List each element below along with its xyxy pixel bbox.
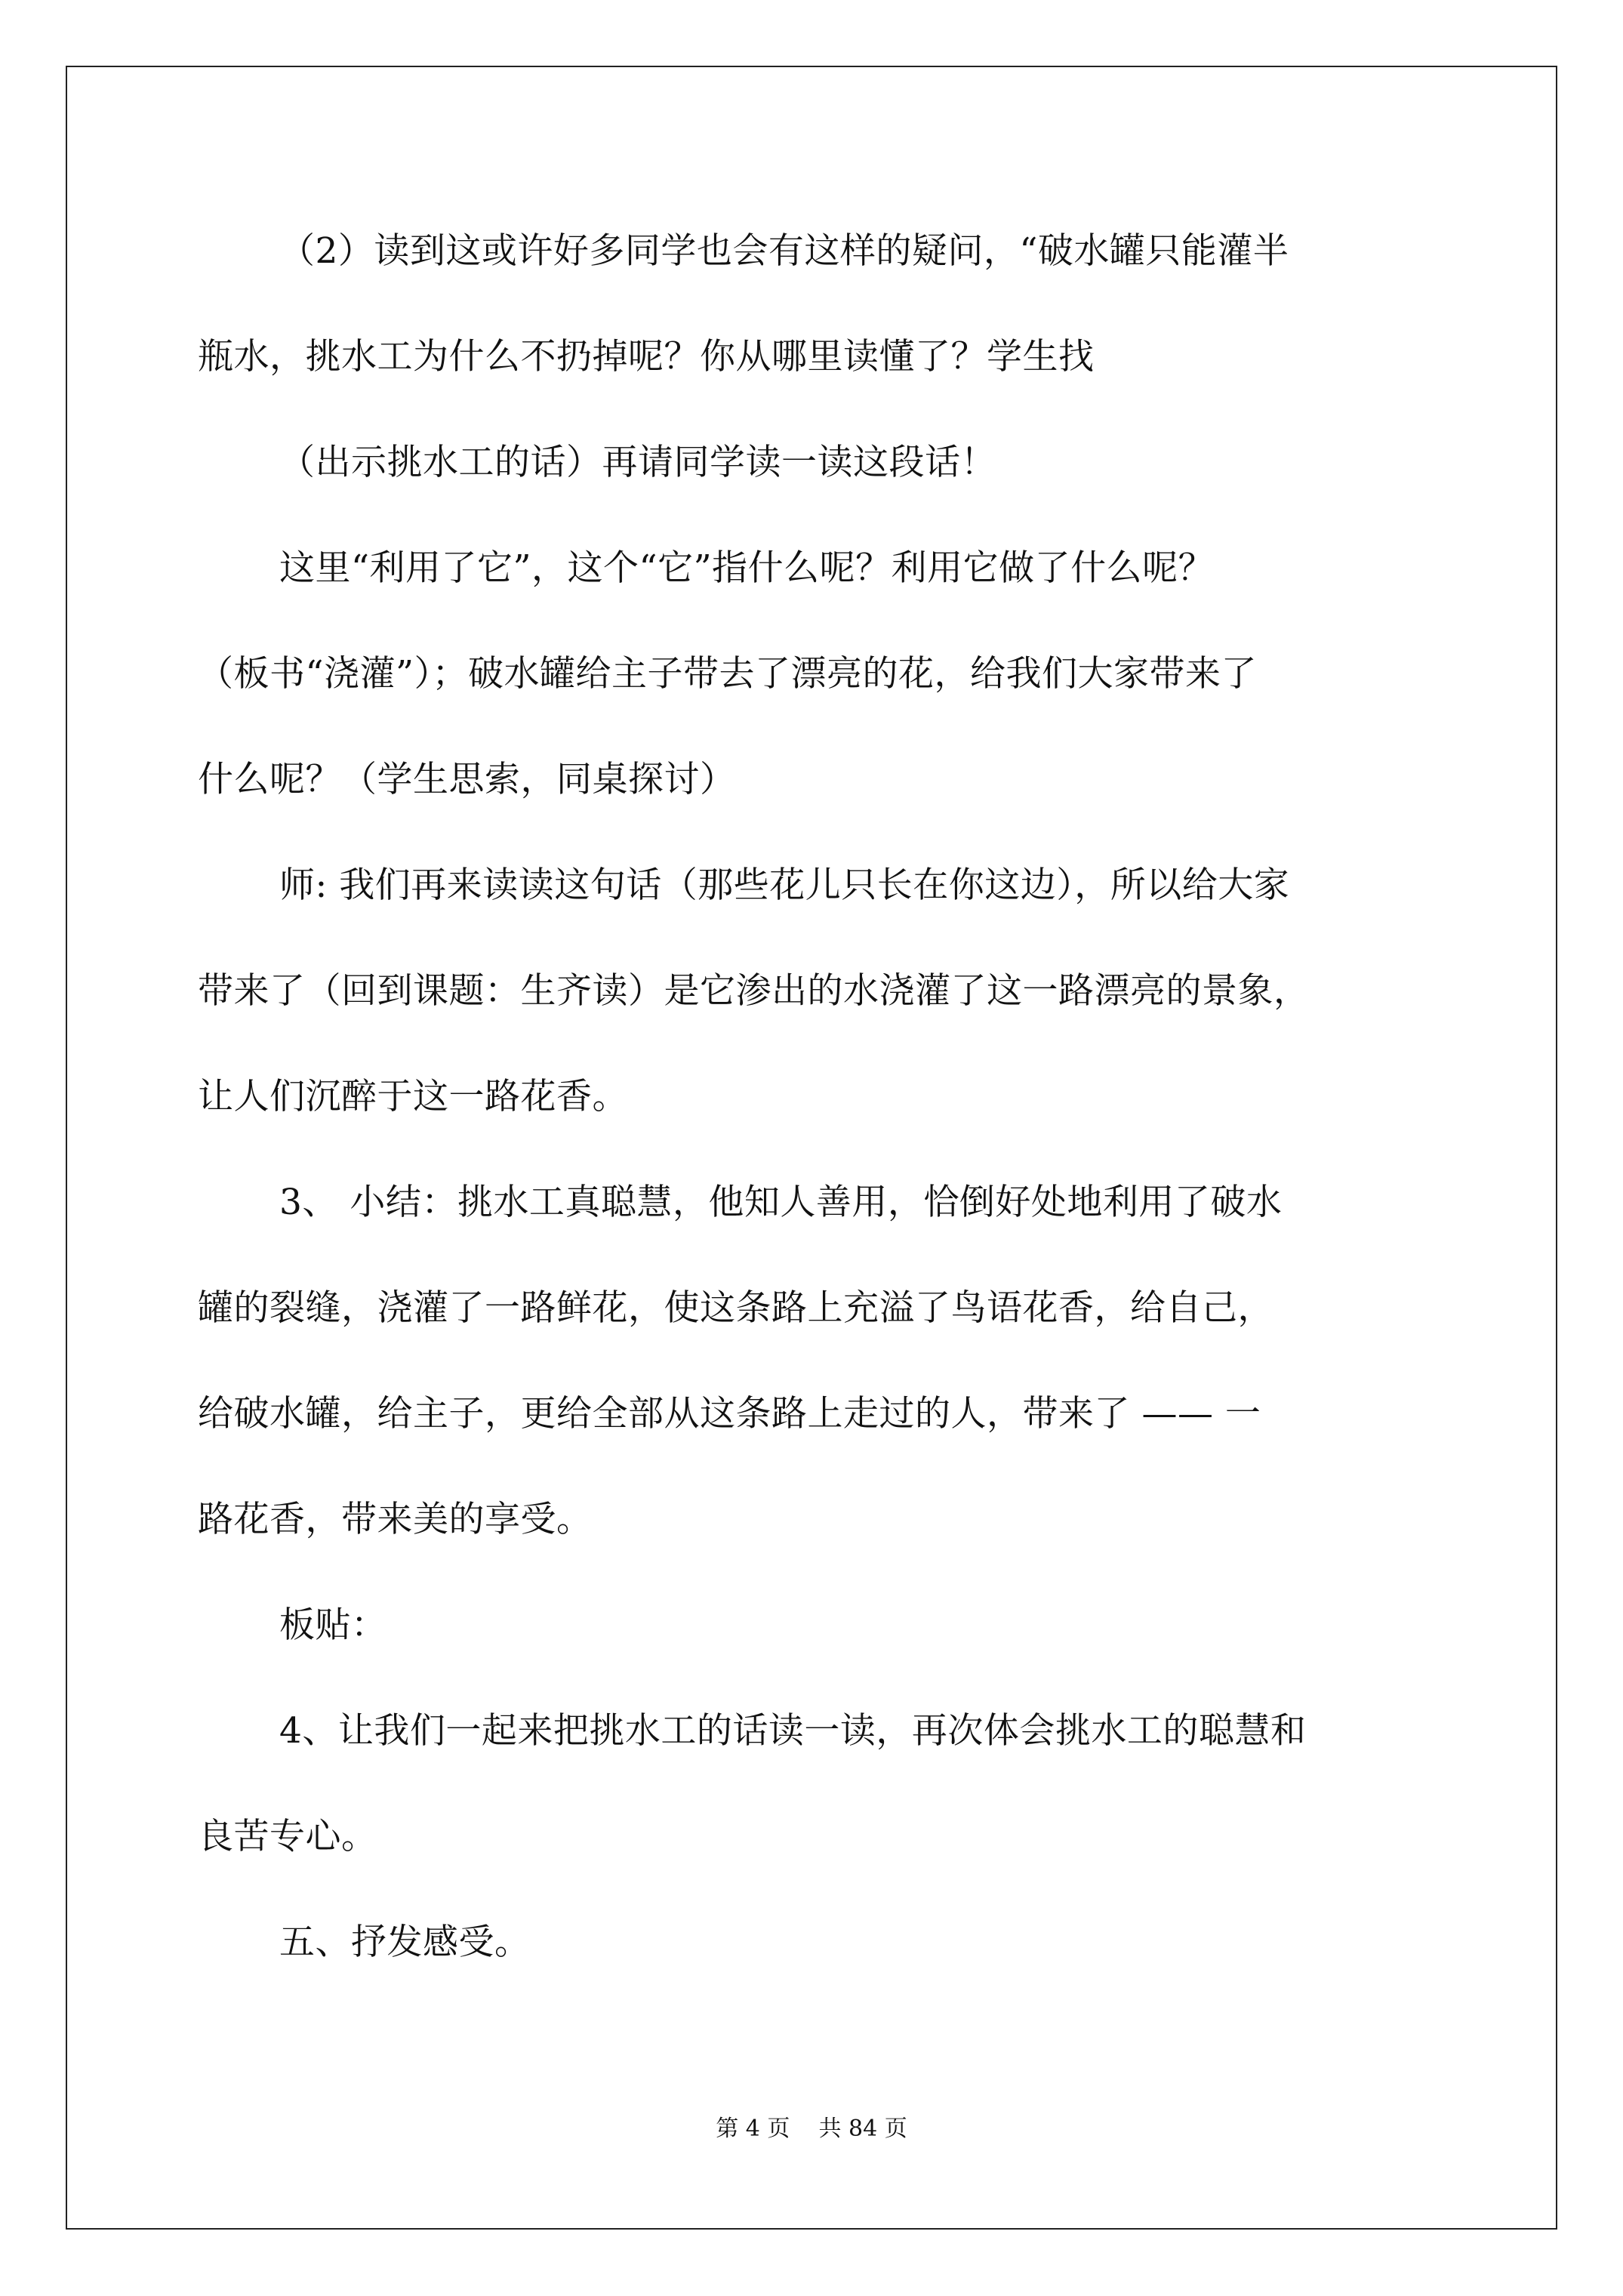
paragraph-line-8: 带来了（回到课题：生齐读）是它渗出的水浇灌了这一路漂亮的景象， (198, 970, 1310, 1012)
paragraph-line-1: （2）读到这或许好多同学也会有这样的疑问，“破水罐只能灌半 (279, 230, 1289, 272)
paragraph-line-13: 路花香，带来美的享受。 (198, 1499, 593, 1540)
paragraph-line-7: 师: 我们再来读读这句话（那些花儿只长在你这边），所以给大家 (279, 864, 1290, 906)
paragraph-line-5: （板书“浇灌”）；破水罐给主子带去了漂亮的花，给我们大家带来了 (198, 653, 1258, 695)
paragraph-line-14: 板贴： (279, 1604, 387, 1646)
page-border (66, 66, 1557, 2230)
paragraph-line-16: 良苦专心。 (198, 1816, 377, 1857)
paragraph-line-3: （出示挑水工的话）再请同学读一读这段话！ (279, 442, 996, 483)
paragraph-line-4: 这里“利用了它”，这个“它”指什么呢？利用它做了什么呢？ (279, 547, 1215, 589)
paragraph-line-10: 3、 小结：挑水工真聪慧，他知人善用，恰倒好处地利用了破水 (279, 1182, 1283, 1223)
paragraph-line-17: 五、抒发感受。 (279, 1922, 531, 1963)
paragraph-line-11: 罐的裂缝，浇灌了一路鲜花，使这条路上充溢了鸟语花香，给自己， (198, 1287, 1273, 1329)
paragraph-line-2: 瓶水，挑水工为什么不扔掉呢？你从哪里读懂了？学生找 (198, 336, 1095, 378)
paragraph-line-12: 给破水罐，给主子，更给全部从这条路上走过的人，带来了 —— 一 (198, 1393, 1261, 1435)
paragraph-line-6: 什么呢？（学生思索，同桌探讨） (198, 759, 736, 800)
page-footer: 第 4 页 共 84 页 (716, 2116, 907, 2142)
paragraph-line-15: 4、让我们一起来把挑水工的话读一读，再次体会挑水工的聪慧和 (279, 1710, 1307, 1752)
paragraph-line-9: 让人们沉醉于这一路花香。 (198, 1076, 628, 1117)
